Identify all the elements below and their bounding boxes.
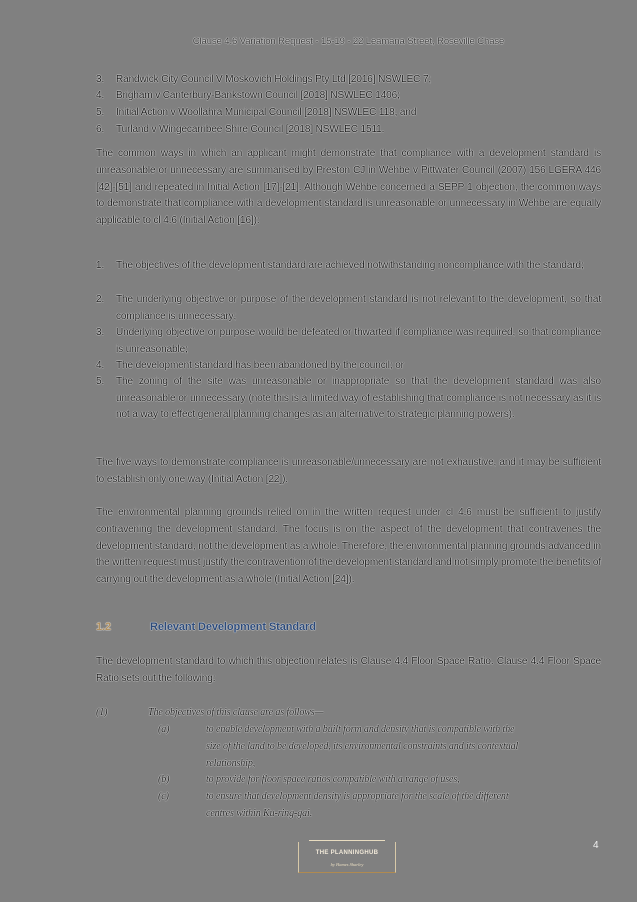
list-number: 6. [96,124,105,135]
case-list-item [96,88,400,105]
paragraph-five-ways: The five ways to demonstrate compliance is unreasonable/unnecessary are not exhaustive, and it may be sufficient to establish only one way (Initial Action [22]). [96,457,601,485]
list-text: The underlying objective or purpose of the development standard is not relevant to the development, so that compliance is unnecessary; [116,294,601,322]
ways-list-item [96,325,601,358]
list-text: Initial Action v Woollahra Municipal Council [2018] NSWLEC 118; and [116,107,417,118]
section-title: Relevant Development Standard [150,621,316,633]
list-text: The development standard has been abandoned by the council; or [116,360,404,371]
planninghub-logo [298,842,396,873]
clause-item-number: (a) [158,724,170,735]
clause-item-number: (b) [158,774,170,785]
page-number: 4 [593,840,599,851]
clause-item-number: (c) [158,791,169,802]
clause-item-line: centres within Ku-ring-gai. [206,808,313,819]
clause-number: (1) [96,707,108,718]
ways-list-item [96,258,601,275]
list-number: 5. [96,107,105,118]
page-header: Clause 4.6 Variation Request - 15-19 - 22 Leamana Street, Roseville Chase [192,36,505,47]
case-list-item [96,105,417,122]
logo-name: THE PLANNINGHUB [315,850,379,856]
clause-item-line: size of the land to be developed, its environmental constraints and its contextual [206,741,519,752]
list-text: Randwick City Council V Moskovich Holdings Pty Ltd [2016] NSWLEC 7; [116,74,432,85]
ways-list-item [96,358,601,375]
clause-intro: The objectives of this clause are as follows— [148,707,324,718]
case-list-item [96,122,385,139]
list-text: The objectives of the development standard are achieved notwithstanding noncompliance with the standard; [116,260,584,271]
clause-item-line: relationship, [206,758,256,769]
logo-tagline: by Hames Sharley [330,862,364,867]
clause-item-line: to ensure that development density is appropriate for the scale of the different [206,791,509,802]
list-number: 4. [96,90,105,101]
clause-item-line: to enable development with a built form and density that is compatible with the [206,724,515,735]
list-number: 5. [96,376,105,387]
list-number: 2. [96,294,105,305]
paragraph-environmental-grounds: The environmental planning grounds relied on in the written request under cl 4.6 must be sufficient to justify contravening the development standard. The focus is on the aspect of the development that contravenes the development standard, not the development as a whole. Therefore, the environmental planning grounds advanced in the written request must justify the contravention of the development standard and not simply promote the benefits of carrying out the development as a whole (Initial Action [24]). [96,507,601,586]
ways-list-item [96,292,601,325]
list-number: 4. [96,360,105,371]
list-text: The zoning of the site was unreasonable or inappropriate so that the development standard was also unreasonable or unnecessary (note this is a limited way of establishing that compliance is not necessary as it is not a way to effect general planning changes as an alternative to strategic planning powers). [116,376,601,420]
list-text: Brigham v Canterbury-Bankstown Council [2018] NSWLEC 1406; [116,90,400,101]
clause-item-line: to provide for floor space ratios compatible with a range of uses, [206,774,460,785]
list-number: 3. [96,327,105,338]
ways-list-item [96,374,601,424]
case-list-item [96,72,432,89]
paragraph-standard: The development standard to which this objection relates is Clause 4.4 Floor Space Ratio. Clause 4.4 Floor Space Ratio sets out the following: [96,656,601,684]
paragraph-common-ways: The common ways in which an applicant might demonstrate that compliance with a development standard is unreasonable or unnecessary are summarised by Preston CJ in Wehbe v Pittwater Council (2007) 156 LGERA 446 [42]-[51] and repeated in Initial Action [17]-[21]. Although Wehbe concerned a SEPP 1 objection, the common ways to demonstrate that compliance with a development standard is unreasonable or unnecessary in Wehbe are equally applicable to cl 4.6 (Initial Action [16]): [96,148,601,227]
section-number: 1.2 [96,621,111,633]
list-number: 1. [96,260,105,271]
list-number: 3. [96,74,105,85]
list-text: Turland v Wingecarribee Shire Council [2018] NSWLEC 1511. [116,124,385,135]
list-text: Underlying objective or purpose would be defeated or thwarted if compliance was required, so that compliance is unreasonable; [116,327,601,355]
